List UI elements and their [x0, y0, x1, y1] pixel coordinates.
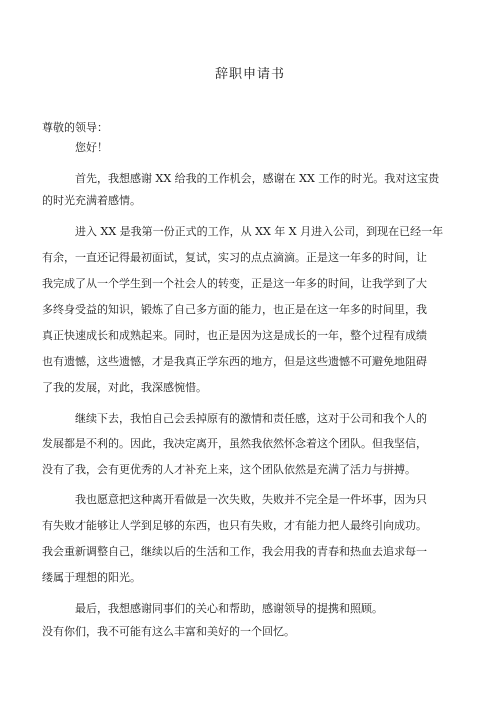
paragraph-line: 最后，我想感谢同事们的关心和帮助，感谢领导的提携和照顾。: [75, 602, 383, 615]
paragraph-line: 首先，我想感谢 XX 给我的工作机会，感谢在 XX 工作的时光。我对这宝贵: [75, 172, 440, 185]
greeting: 您好！: [75, 141, 108, 154]
paragraph-line: 有余，一直还记得最初面试，复试，实习的点点滴滴。正是这一年多的时间，让: [42, 251, 427, 264]
paragraph-line: 真正快速成长和成熟起来。同时，也正是因为这是成长的一年，整个过程有成绩: [42, 329, 427, 342]
paragraph-line: 没有你们，我不可能有这么丰富和美好的一个回忆。: [42, 625, 295, 638]
paragraph-line: 有失败才能够让人学到足够的东西，也只有失败，才有能力把人最终引向成功。: [42, 519, 427, 532]
paragraph-line: 的时光充满着感情。: [42, 194, 141, 207]
paragraph-line: 缕属于理想的阳光。: [42, 571, 141, 584]
paragraph-line: 没有了我，会有更优秀的人才补充上来，这个团队依然是充满了活力与拼搏。: [42, 463, 416, 476]
paragraph-line: 了我的发展，对此，我深感惋惜。: [42, 381, 207, 394]
paragraph-line: 我会重新调整自己，继续以后的生活和工作，我会用我的青春和热血去追求每一: [42, 545, 427, 558]
paragraph-line: 进入 XX 是我第一份正式的工作，从 XX 年 X 月进入公司，到现在已经一年: [75, 225, 444, 238]
paragraph-line: 多终身受益的知识，锻炼了自己多方面的能力，也正是在这一年多的时间里，我: [42, 303, 427, 316]
salutation: 尊敬的领导：: [42, 121, 108, 134]
document-title: 辞职申请书: [214, 67, 285, 82]
paragraph-line: 继续下去，我怕自己会丢掉原有的激情和责任感，这对于公司和我个人的: [75, 412, 427, 425]
paragraph-line: 也有遗憾，这些遗憾，才是我真正学东西的地方，但是这些遗憾不可避免地阻碍: [42, 355, 427, 368]
paragraph-line: 我也愿意把这种离开看做是一次失败，失败并不完全是一件坏事，因为只: [75, 493, 427, 506]
paragraph-line: 我完成了从一个学生到一个社会人的转变，正是这一年多的时间，让我学到了大: [42, 277, 427, 290]
paragraph-line: 发展都是不利的。因此，我决定离开，虽然我依然怀念着这个团队。但我坚信，: [42, 437, 427, 450]
